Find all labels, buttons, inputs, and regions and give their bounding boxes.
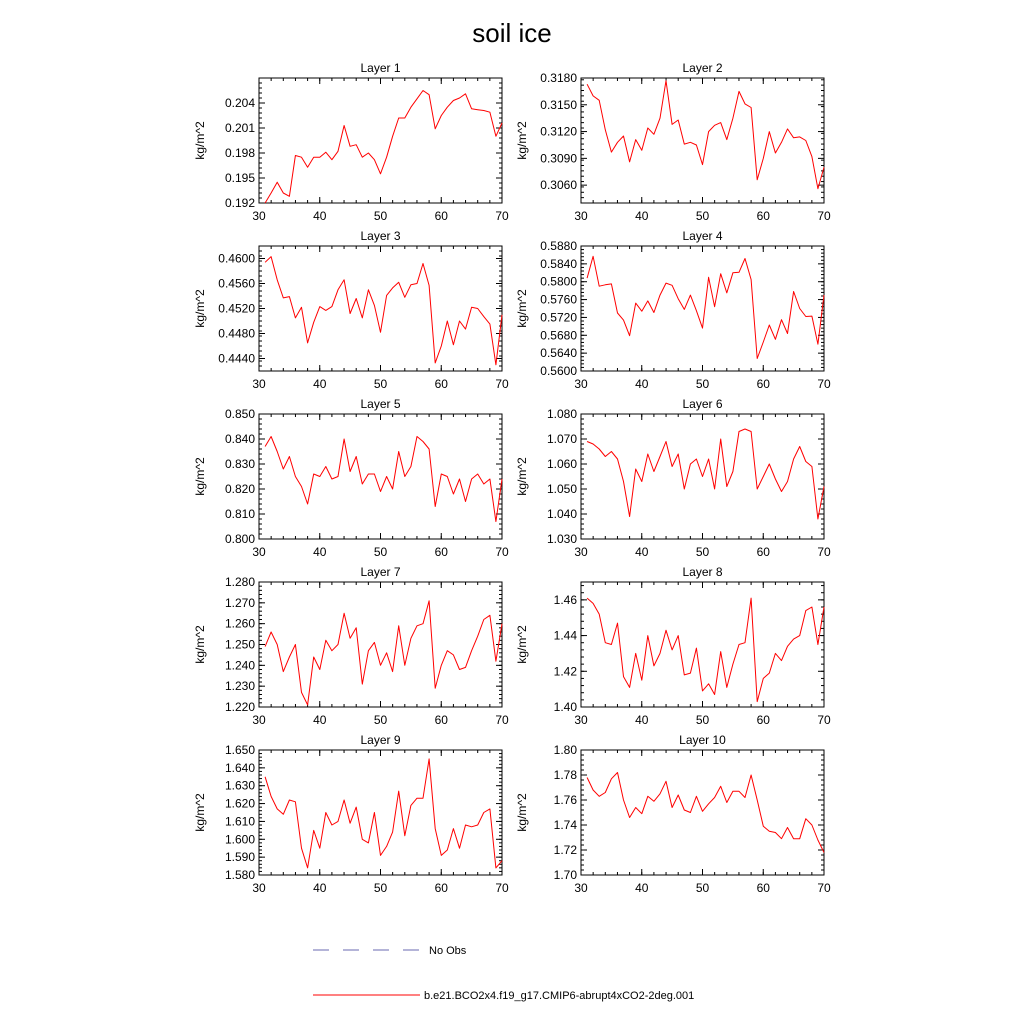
x-tick-label: 70	[817, 713, 831, 727]
panel-layer-8	[515, 565, 831, 727]
x-tick-label: 70	[495, 209, 509, 223]
x-tick-label: 50	[695, 377, 710, 391]
x-tick-label: 60	[756, 545, 770, 559]
y-tick-label: 1.650	[224, 743, 255, 757]
x-tick-label: 70	[495, 713, 509, 727]
y-tick-label: 0.5880	[540, 239, 577, 253]
plot-frame	[259, 750, 502, 875]
y-axis-label: kg/m^2	[515, 289, 529, 328]
panel-title: Layer 8	[682, 565, 723, 579]
x-tick-label: 40	[313, 377, 327, 391]
panel-layer-1	[193, 61, 509, 223]
y-tick-label: 1.590	[224, 850, 255, 865]
x-tick-label: 30	[574, 377, 588, 391]
panel-title: Layer 10	[679, 733, 726, 747]
y-tick-label: 0.4600	[218, 251, 255, 266]
x-tick-label: 60	[756, 713, 770, 727]
y-tick-label: 1.640	[224, 760, 255, 775]
x-tick-label: 60	[434, 713, 448, 727]
panel-title: Layer 1	[360, 61, 401, 75]
y-tick-label: 0.5760	[540, 292, 577, 307]
y-tick-label: 0.4440	[218, 351, 255, 366]
x-tick-label: 60	[434, 545, 448, 559]
plot-frame	[259, 246, 502, 371]
y-tick-label: 0.198	[224, 146, 255, 160]
series-line	[265, 437, 502, 522]
panel-layer-10	[515, 733, 831, 895]
x-tick-label: 60	[434, 209, 448, 223]
y-tick-label: 0.4520	[218, 301, 255, 316]
y-tick-label: 0.192	[224, 196, 255, 210]
y-tick-label: 1.050	[546, 482, 577, 496]
x-tick-label: 50	[695, 713, 710, 727]
panel-layer-5	[193, 397, 509, 559]
y-tick-label: 1.240	[224, 658, 255, 673]
panel-title: Layer 7	[360, 565, 401, 579]
y-tick-label: 1.260	[224, 616, 255, 631]
series-line	[265, 91, 502, 204]
y-tick-label: 0.4560	[218, 276, 255, 291]
panel-title: Layer 5	[360, 397, 401, 411]
x-tick-label: 60	[434, 881, 448, 895]
x-tick-label: 40	[313, 713, 327, 727]
y-tick-label: 0.830	[224, 457, 255, 471]
panel-layer-6	[515, 397, 831, 559]
y-tick-label: 1.630	[224, 778, 255, 793]
y-tick-label: 0.201	[224, 121, 255, 135]
x-tick-label: 40	[313, 545, 327, 559]
series-line	[587, 598, 824, 702]
x-tick-label: 30	[574, 881, 588, 895]
x-tick-label: 50	[373, 209, 388, 223]
series-line	[265, 601, 502, 705]
y-tick-label: 0.3090	[540, 151, 577, 166]
y-tick-label: 1.620	[224, 796, 255, 811]
x-tick-label: 30	[252, 713, 266, 727]
legend-series-label: b.e21.BCO2x4.f19_g17.CMIP6-abrupt4xCO2-2deg.001	[424, 990, 695, 1002]
y-tick-label: 0.5840	[540, 256, 577, 271]
x-tick-label: 60	[756, 209, 770, 223]
y-tick-label: 1.80	[553, 743, 577, 757]
y-tick-label: 0.5600	[540, 364, 577, 378]
panel-grid	[193, 61, 831, 895]
series-line	[265, 257, 502, 365]
series-line	[587, 773, 824, 853]
y-axis-label: kg/m^2	[515, 625, 529, 664]
y-tick-label: 0.3120	[540, 124, 577, 139]
panel-layer-3	[193, 229, 509, 391]
x-tick-label: 40	[635, 881, 649, 895]
x-tick-label: 70	[495, 377, 509, 391]
x-tick-label: 30	[574, 545, 588, 559]
series-line	[587, 429, 824, 519]
x-tick-label: 70	[817, 377, 831, 391]
y-tick-label: 0.850	[224, 407, 255, 421]
panel-title: Layer 9	[360, 733, 401, 747]
x-tick-label: 30	[574, 209, 588, 223]
series-line	[265, 759, 502, 868]
series-line	[587, 81, 824, 189]
x-tick-label: 70	[817, 545, 831, 559]
x-tick-label: 50	[373, 881, 388, 895]
y-axis-label: kg/m^2	[193, 121, 207, 160]
x-tick-label: 50	[695, 545, 710, 559]
plot-frame	[581, 750, 824, 875]
y-tick-label: 1.070	[546, 432, 577, 446]
x-tick-label: 40	[313, 209, 327, 223]
panel-title: Layer 3	[360, 229, 401, 243]
panel-layer-4	[515, 229, 831, 391]
x-tick-label: 70	[817, 881, 831, 895]
x-tick-label: 50	[373, 377, 388, 391]
y-axis-label: kg/m^2	[515, 793, 529, 832]
y-axis-label: kg/m^2	[193, 793, 207, 832]
x-tick-label: 30	[252, 881, 266, 895]
y-axis-label: kg/m^2	[515, 457, 529, 496]
x-tick-label: 70	[495, 881, 509, 895]
y-tick-label: 1.76	[553, 793, 577, 807]
y-tick-label: 1.72	[553, 843, 577, 857]
y-tick-label: 1.610	[224, 814, 255, 829]
y-tick-label: 1.080	[546, 407, 577, 421]
y-tick-label: 0.204	[224, 96, 255, 110]
x-tick-label: 60	[756, 377, 770, 391]
panel-title: Layer 6	[682, 397, 723, 411]
x-tick-label: 40	[635, 209, 649, 223]
x-tick-label: 50	[695, 881, 710, 895]
y-tick-label: 1.74	[553, 818, 577, 832]
y-tick-label: 1.46	[553, 592, 577, 607]
y-tick-label: 1.580	[224, 868, 255, 882]
panel-layer-2	[515, 61, 831, 223]
x-tick-label: 40	[635, 713, 649, 727]
plot-frame	[259, 78, 502, 203]
y-tick-label: 0.4480	[218, 326, 255, 341]
y-tick-label: 1.70	[553, 868, 577, 882]
y-axis-label: kg/m^2	[515, 121, 529, 160]
y-tick-label: 0.840	[224, 432, 255, 446]
y-tick-label: 1.060	[546, 457, 577, 471]
y-tick-label: 1.230	[224, 679, 255, 694]
x-tick-label: 40	[313, 881, 327, 895]
y-axis-label: kg/m^2	[193, 625, 207, 664]
x-tick-label: 30	[252, 377, 266, 391]
x-tick-label: 30	[252, 209, 266, 223]
x-tick-label: 40	[635, 545, 649, 559]
y-tick-label: 1.42	[553, 664, 577, 679]
y-tick-label: 0.820	[224, 482, 255, 496]
y-tick-label: 0.3060	[540, 178, 577, 193]
y-tick-label: 0.5720	[540, 310, 577, 325]
y-tick-label: 1.600	[224, 832, 255, 847]
x-tick-label: 30	[252, 545, 266, 559]
figure-title: soil ice	[472, 18, 552, 48]
y-tick-label: 1.78	[553, 768, 577, 782]
y-tick-label: 1.030	[546, 532, 577, 546]
x-tick-label: 50	[695, 209, 710, 223]
plot-frame	[581, 78, 824, 203]
y-axis-label: kg/m^2	[193, 289, 207, 328]
y-axis-label: kg/m^2	[193, 457, 207, 496]
y-tick-label: 0.5680	[540, 328, 577, 343]
y-tick-label: 1.250	[224, 637, 255, 652]
y-tick-label: 1.40	[553, 700, 577, 714]
legend	[313, 945, 694, 1002]
plot-frame	[581, 246, 824, 371]
x-tick-label: 70	[495, 545, 509, 559]
y-tick-label: 0.5800	[540, 274, 577, 289]
x-tick-label: 50	[373, 545, 388, 559]
y-tick-label: 1.270	[224, 595, 255, 610]
x-tick-label: 30	[574, 713, 588, 727]
y-tick-label: 1.220	[224, 700, 255, 714]
y-tick-label: 0.810	[224, 507, 255, 521]
y-tick-label: 1.040	[546, 507, 577, 521]
y-tick-label: 1.280	[224, 575, 255, 589]
y-tick-label: 0.3180	[540, 71, 577, 85]
x-tick-label: 70	[817, 209, 831, 223]
y-tick-label: 1.44	[553, 628, 577, 643]
y-tick-label: 0.800	[224, 532, 255, 546]
x-tick-label: 60	[434, 377, 448, 391]
panel-title: Layer 4	[682, 229, 723, 243]
y-tick-label: 0.195	[224, 171, 255, 185]
panel-layer-7	[193, 565, 509, 727]
series-line	[587, 256, 824, 358]
x-tick-label: 60	[756, 881, 770, 895]
y-tick-label: 0.3150	[540, 97, 577, 112]
legend-obs-label: No Obs	[429, 945, 467, 957]
panel-layer-9	[193, 733, 509, 895]
x-tick-label: 40	[635, 377, 649, 391]
y-tick-label: 0.5640	[540, 346, 577, 361]
x-tick-label: 50	[373, 713, 388, 727]
panel-title: Layer 2	[682, 61, 723, 75]
